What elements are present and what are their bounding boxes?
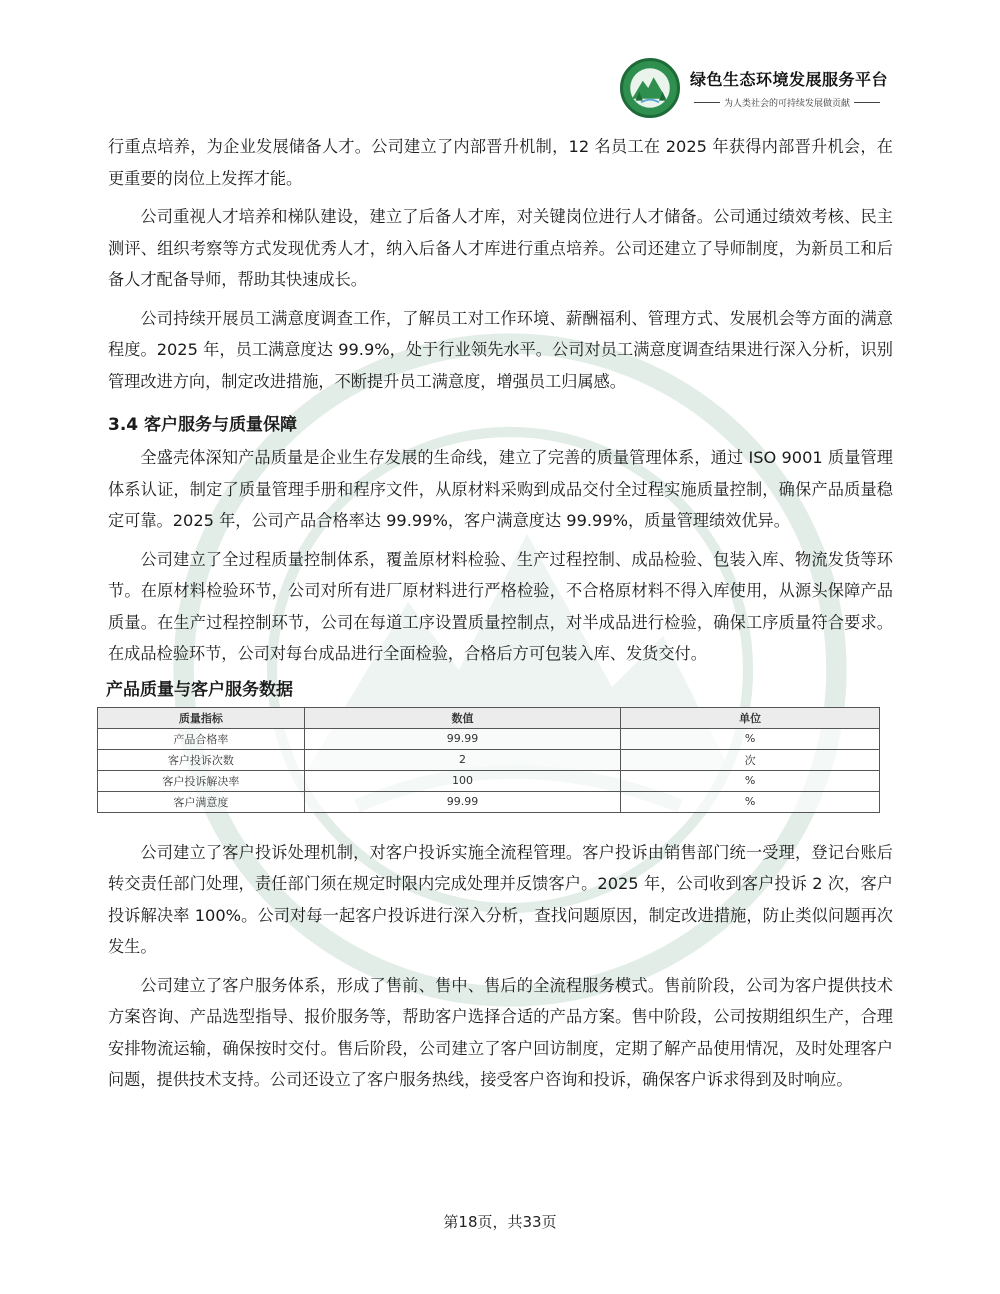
table-row [98, 728, 880, 749]
table-cell: 2 [304, 749, 621, 770]
table-row [98, 749, 880, 770]
paragraph: 全盛壳体深知产品质量是企业生存发展的生命线，建立了完善的质量管理体系，通过 ISO 9001 质量管理体系认证，制定了质量管理手册和程序文件，从原材料采购到成品交付全过程实施质量控制，确保产品质量稳定可靠。2025 年，公司产品合格率达 99.99%，客户满意度达 99.99%，质量管理绩效优异。 [108, 448, 893, 530]
page-header [620, 58, 888, 118]
paragraph: 公司重视人才培养和梯队建设，建立了后备人才库，对关键岗位进行人才储备。公司通过绩效考核、民主测评、组织考察等方式发现优秀人才，纳入后备人才库进行重点培养。公司还建立了导师制度，为新员工和后备人才配备导师，帮助其快速成长。 [108, 207, 893, 289]
table-cell: 100 [304, 770, 621, 791]
paragraph: 公司建立了客户投诉处理机制，对客户投诉实施全流程管理。客户投诉由销售部门统一受理，登记台账后转交责任部门处理，责任部门须在规定时限内完成处理并反馈客户。2025 年，公司收到客户投诉 2 次，客户投诉解决率 100%。公司对每一起客户投诉进行深入分析，查找问题原因，制定改进措施，防止类似问题再次发生。 [108, 842, 893, 956]
quality-data-table [97, 707, 880, 813]
table-cell: 99.99 [304, 728, 621, 749]
table-cell: % [621, 791, 880, 812]
table-cell: 客户投诉次数 [98, 749, 305, 770]
table-cell: % [621, 770, 880, 791]
column-header: 质量指标 [98, 707, 305, 728]
table-cell: 99.99 [304, 791, 621, 812]
table-row [98, 770, 880, 791]
table-title: 产品质量与客户服务数据 [106, 679, 293, 700]
table-cell: 产品合格率 [98, 728, 305, 749]
brand-subtitle-text: 为人类社会的可持续发展做贡献 [724, 99, 851, 109]
table-row [98, 791, 880, 812]
paragraph: 公司建立了客户服务体系，形成了售前、售中、售后的全流程服务模式。售前阶段，公司为客户提供技术方案咨询、产品选型指导、报价服务等，帮助客户选择合适的产品方案。售中阶段，公司按期组织生产，合理安排物流运输，确保按时交付。售后阶段，公司建立了客户回访制度，定期了解产品使用情况，及时处理客户问题，提供技术支持。公司还设立了客户服务热线，接受客户咨询和投诉，确保客户诉求得到及时响应。 [108, 975, 893, 1089]
brand-subtitle [690, 96, 888, 109]
page-number: 第18页，共33页 [443, 1213, 557, 1231]
paragraph: 行重点培养，为企业发展储备人才。公司建立了内部晋升机制，12 名员工在 2025 年获得内部晋升机会，在更重要的岗位上发挥才能。 [108, 137, 893, 188]
column-header: 数值 [304, 707, 621, 728]
table-cell: 客户满意度 [98, 791, 305, 812]
section-heading: 3.4 客户服务与质量保障 [108, 415, 298, 435]
table-cell: % [621, 728, 880, 749]
document-body [108, 131, 893, 1103]
divider-line [694, 102, 720, 103]
table-cell: 客户投诉解决率 [98, 770, 305, 791]
eco-seal-logo-icon [620, 58, 680, 118]
paragraph: 公司持续开展员工满意度调查工作，了解员工对工作环境、薪酬福利、管理方式、发展机会等方面的满意程度。2025 年，员工满意度达 99.9%，处于行业领先水平。公司对员工满意度调查结果进行深入分析，识别管理改进方向，制定改进措施，不断提升员工满意度，增强员工归属感。 [108, 308, 893, 391]
table-header-row [98, 707, 880, 728]
table-cell: 次 [621, 749, 880, 770]
divider-line [854, 102, 880, 103]
column-header: 单位 [621, 707, 880, 728]
brand-title: 绿色生态环境发展服务平台 [690, 70, 889, 89]
paragraph: 公司建立了全过程质量控制体系，覆盖原材料检验、生产过程控制、成品检验、包装入库、物流发货等环节。在原材料检验环节，公司对所有进厂原材料进行严格检验，不合格原材料不得入库使用，从源头保障产品质量。在生产过程控制环节，公司在每道工序设置质量控制点，对半成品进行检验，确保工序质量符合要求。在成品检验环节，公司对每台成品进行全面检验，合格后方可包装入库、发货交付。 [108, 549, 893, 663]
